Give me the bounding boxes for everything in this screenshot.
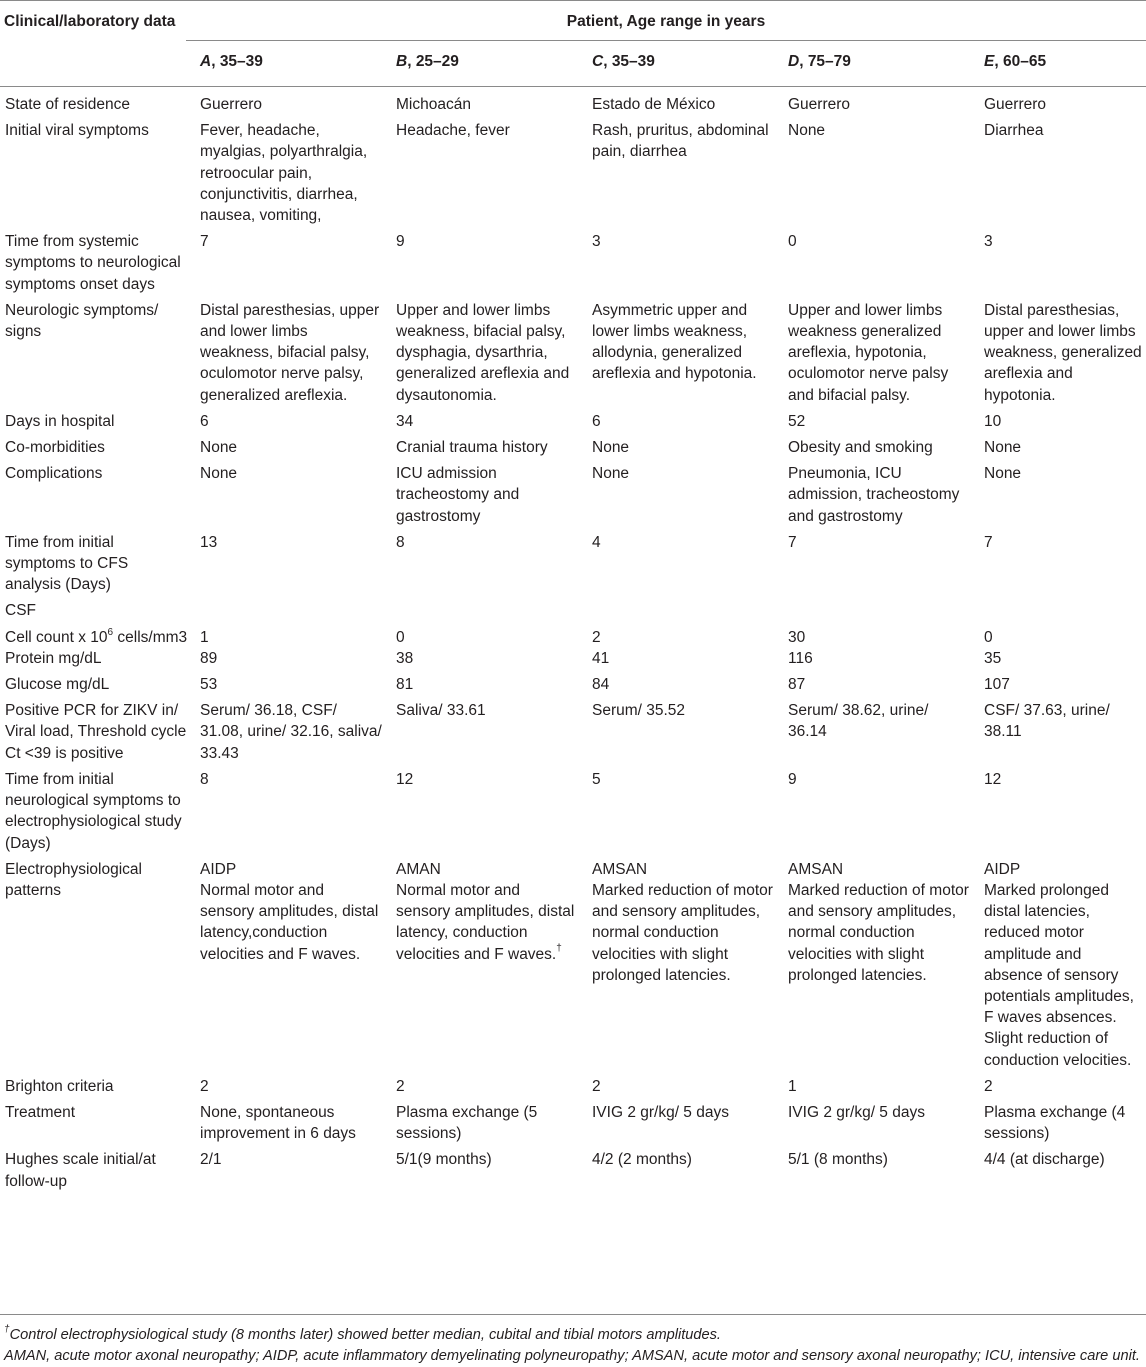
table-cell: 84 xyxy=(592,676,610,694)
table-cell: AIDP Marked prolonged distal latencies, reduced motor amplitude and absence of sensory potentials amplitudes, F waves absences. Slight reduction of conduction velocities. xyxy=(984,860,1134,1069)
row-label: Time from initial neurological symptoms to electrophysiological study (Days) xyxy=(5,770,182,852)
table-cell xyxy=(392,600,588,626)
table-cell: Obesity and smoking xyxy=(788,439,933,457)
table-cell: 34 xyxy=(396,412,414,430)
row-label: Treatment xyxy=(5,1103,76,1121)
table-cell: 8 xyxy=(396,533,405,551)
table-cell: 87 xyxy=(788,676,806,694)
table-cell: 7 xyxy=(984,533,993,551)
table-row xyxy=(0,627,1146,674)
header-patient-b xyxy=(396,51,459,72)
row-label xyxy=(0,627,196,674)
dagger-mark: † xyxy=(4,1324,10,1336)
header-divider xyxy=(186,40,1146,41)
table-cell: Asymmetric upper and lower limbs weakness, allodynia, generalized areflexia and hypotonia. xyxy=(592,301,757,383)
row-label: State of residence xyxy=(5,96,130,113)
table-cell: None xyxy=(592,465,630,483)
table-cell: 2 xyxy=(396,1077,405,1095)
table-cell: 9 xyxy=(788,770,797,788)
table-cell: AIDP Normal motor and sensory amplitudes, distal latency,conduction velocities and F waves. xyxy=(200,860,379,963)
table-cell xyxy=(784,600,980,626)
table-cell: Serum/ 36.18, CSF/ 31.08, urine/ 32.16, saliva/ 33.43 xyxy=(200,702,382,762)
table-cell: 6 xyxy=(592,412,601,430)
patient-age-range: , 35–39 xyxy=(211,53,263,70)
row-label: Glucose mg/dL xyxy=(5,676,110,694)
table-row xyxy=(0,600,1146,626)
table-cell: 5/1(9 months) xyxy=(396,1151,492,1169)
table-cell xyxy=(588,600,784,626)
row-label: Hughes scale initial/at follow-up xyxy=(5,1151,156,1190)
row-label: Positive PCR for ZIKV in/ Viral load, Threshold cycle Ct <39 is positive xyxy=(5,702,187,762)
table-cell: 1 xyxy=(788,1077,797,1095)
row-label: Days in hospital xyxy=(5,412,115,430)
table-cell: 3 xyxy=(592,233,601,251)
table-row xyxy=(0,859,1146,1076)
table-cell: Headache, fever xyxy=(396,122,510,140)
table-cell: Saliva/ 33.61 xyxy=(396,702,486,720)
footnote-dagger xyxy=(4,1325,721,1346)
table-cell: 2/1 xyxy=(200,1151,222,1169)
patient-age-range: , 25–29 xyxy=(407,53,459,70)
table-cell: 53 xyxy=(200,676,218,694)
table-cell: 4/2 (2 months) xyxy=(592,1151,692,1169)
table-cell: None xyxy=(984,465,1022,483)
table-cell: Distal paresthesias, upper and lower limbs weakness, generalized areflexia and hypotonia. xyxy=(984,301,1142,404)
row-label: Time from systemic symptoms to neurological symptoms onset days xyxy=(5,233,181,293)
table-cell: 81 xyxy=(396,676,414,694)
data-table xyxy=(0,94,1146,1197)
row-label: Co-morbidities xyxy=(5,439,105,457)
patient-letter: E xyxy=(984,53,995,70)
table-cell: Plasma exchange (5 sessions) xyxy=(396,1103,538,1143)
table-cell: 0 xyxy=(788,233,797,251)
table-cell: AMAN Normal motor and sensory amplitudes, distal latency, conduction velocities and F waves.† xyxy=(396,860,575,963)
table-cell: Guerrero xyxy=(788,96,851,113)
table-cell: 8 xyxy=(200,770,209,788)
table-cell: 30 116 xyxy=(788,628,813,667)
table-cell: 10 xyxy=(984,412,1002,430)
table-cell: 3 xyxy=(984,233,993,251)
table-cell: Guerrero xyxy=(984,96,1047,113)
table-cell: 5/1 (8 months) xyxy=(788,1151,888,1169)
table-cell: 4 xyxy=(592,533,601,551)
table-cell: Guerrero xyxy=(200,96,263,113)
table-cell: 5 xyxy=(592,770,601,788)
table-cell: 2 xyxy=(200,1077,209,1095)
table-row xyxy=(0,411,1146,437)
patient-letter: B xyxy=(396,53,408,70)
patient-letter: D xyxy=(788,53,800,70)
table-row xyxy=(0,1076,1146,1102)
table-cell: IVIG 2 gr/kg/ 5 days xyxy=(788,1103,925,1121)
table-cell: None xyxy=(200,465,238,483)
footnote-1-text: Control electrophysiological study (8 months later) showed better median, cubital and tibial motors amplitudes. xyxy=(9,1327,721,1343)
table-cell: Plasma exchange (4 sessions) xyxy=(984,1103,1126,1143)
table-cell: Serum/ 35.52 xyxy=(592,702,686,720)
row-label: Time from initial symptoms to CFS analysis (Days) xyxy=(5,533,129,594)
table-cell: 107 xyxy=(984,676,1010,694)
table-cell xyxy=(980,600,1146,626)
row-label: Complications xyxy=(5,465,103,483)
table-row xyxy=(0,674,1146,700)
table-cell: IVIG 2 gr/kg/ 5 days xyxy=(592,1103,729,1121)
table-cell: Serum/ 38.62, urine/ 36.14 xyxy=(788,702,929,741)
row-label: CSF xyxy=(5,602,36,620)
row-label: Neurologic symptoms/ signs xyxy=(5,301,159,341)
table-row xyxy=(0,231,1146,300)
table-cell: 4/4 (at discharge) xyxy=(984,1151,1105,1169)
patient-age-range: , 60–65 xyxy=(994,53,1047,70)
row-label-text: Cell count x 10 xyxy=(5,628,108,646)
table-body xyxy=(0,94,1146,1197)
table-cell: None xyxy=(984,439,1022,457)
table-cell: 2 xyxy=(592,1077,601,1095)
row-label: Electrophysiological patterns xyxy=(5,860,142,899)
table-cell: None xyxy=(200,439,238,457)
table-cell: 12 xyxy=(984,770,1002,788)
table-row xyxy=(0,769,1146,859)
dagger-mark: † xyxy=(556,943,562,955)
table-cell: Michoacán xyxy=(396,96,471,113)
table-cell: Estado de México xyxy=(592,96,716,113)
header-patient-c xyxy=(592,51,655,72)
table-row xyxy=(0,1149,1146,1196)
table-cell xyxy=(196,600,392,626)
table-cell: 52 xyxy=(788,412,806,430)
table-row xyxy=(0,532,1146,601)
table-cell: None xyxy=(788,122,826,140)
table-cell: Upper and lower limbs weakness generalized areflexia, hypotonia, oculomotor nerve palsy and bifacial palsy. xyxy=(788,301,949,404)
table-row xyxy=(0,300,1146,411)
table-row xyxy=(0,94,1146,120)
table-cell: 2 41 xyxy=(592,628,610,667)
table-cell: 0 35 xyxy=(984,628,1002,667)
row-label-rest: cells/mm3 Protein mg/dL xyxy=(5,628,188,667)
patient-age-range: , 75–79 xyxy=(799,53,851,70)
table-cell: Diarrhea xyxy=(984,122,1044,140)
table-cell: None, spontaneous improvement in 6 days xyxy=(200,1103,356,1143)
table-bottom-rule xyxy=(0,1314,1146,1315)
patient-letter: C xyxy=(592,53,604,70)
header-col0: Clinical/laboratory data xyxy=(4,13,176,30)
table-row xyxy=(0,1102,1146,1149)
table-row xyxy=(0,120,1146,231)
row-label: Initial viral symptoms xyxy=(5,122,149,140)
table-cell: 7 xyxy=(200,233,209,251)
table-cell: Distal paresthesias, upper and lower limbs weakness, bifacial palsy, oculomotor nerve palsy, generalized areflexia. xyxy=(200,301,380,404)
header-group: Patient, Age range in years xyxy=(566,13,766,30)
patient-age-range: , 35–39 xyxy=(603,53,655,70)
table-cell: 12 xyxy=(396,770,414,788)
table-cell: Fever, headache, myalgias, polyarthralgia, retroocular pain, conjunctivitis, diarrhea, nausea, vomiting, xyxy=(200,122,368,225)
table-cell: 0 38 xyxy=(396,628,414,667)
table-cell: AMSAN Marked reduction of motor and sensory amplitudes, normal conduction velocities with slight prolonged latencies. xyxy=(592,860,773,984)
table-cell: CSF/ 37.63, urine/ 38.11 xyxy=(984,702,1110,741)
table-cell: ICU admission tracheostomy and gastrostomy xyxy=(396,465,520,525)
table-cell: None xyxy=(592,439,630,457)
table-row xyxy=(0,700,1146,769)
table-row xyxy=(0,463,1146,532)
footnote-abbreviations: AMAN, acute motor axonal neuropathy; AIDP, acute inflammatory demyelinating polyneuropathy; AMSAN, acute motor and sensory axonal neuropathy; ICU, intensive care unit. xyxy=(4,1348,1140,1364)
table-cell: Cranial trauma history xyxy=(396,439,548,457)
table-cell: 7 xyxy=(788,533,797,551)
table-cell: AMSAN Marked reduction of motor and sensory amplitudes, normal conduction velocities with slight prolonged latencies. xyxy=(788,860,969,984)
row-label-superscript: 6 xyxy=(107,626,114,638)
header-patient-a xyxy=(200,51,263,72)
table-cell: Rash, pruritus, abdominal pain, diarrhea xyxy=(592,122,769,161)
table-cell: Upper and lower limbs weakness, bifacial palsy, dysphagia, dysarthria, generalized areflexia and dysautonomia. xyxy=(396,301,570,404)
table-cell: Pneumonia, ICU admission, tracheostomy and gastrostomy xyxy=(788,465,960,525)
header-patient-d xyxy=(788,51,851,72)
patient-letter: A xyxy=(200,53,212,70)
header-patient-e xyxy=(984,51,1046,72)
table-cell: 1 89 xyxy=(200,628,218,667)
table-cell: 2 xyxy=(984,1077,993,1095)
table-cell: 9 xyxy=(396,233,405,251)
row-label: Brighton criteria xyxy=(5,1077,114,1095)
table-cell: 6 xyxy=(200,412,209,430)
table-cell: 13 xyxy=(200,533,218,551)
table-row xyxy=(0,437,1146,463)
